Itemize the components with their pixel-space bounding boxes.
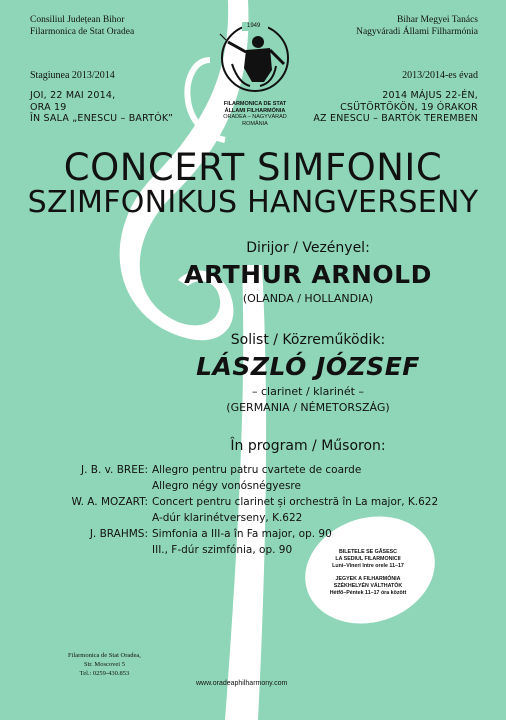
program-item (71, 494, 484, 510)
website-link[interactable]: www.oradeaphilharmony.com (196, 680, 288, 687)
ticket-hu-line-2: SZÉKHELYÉN VÁLTHATÓK (333, 583, 403, 589)
logo-line-4: ROMÂNIA (242, 120, 268, 127)
council-name-hu: Bihar Megyei Tanács (397, 15, 478, 25)
event-date-ro (30, 90, 173, 125)
program-title-ro: Allegro pentru patru cvartete de coarde (152, 464, 362, 476)
program-item (74, 526, 484, 542)
title-hu: SZIMFONIKUS HANGVERSENY (27, 185, 479, 220)
title-ro: CONCERT SIMFONIC (63, 146, 443, 189)
logo-year: 1949 (247, 23, 261, 29)
header-left-organization (30, 14, 134, 38)
conductor-block (130, 240, 486, 305)
ticket-ro-line-1: BILETELE SE GĂSESC (339, 549, 397, 555)
footer-phone: Tel.: 0259-430.853 (79, 670, 130, 677)
soloist-name: LÁSZLÓ JÓZSEF (196, 352, 420, 381)
program-item-hu-row (74, 478, 484, 494)
program-list (71, 462, 484, 558)
header-right-organization (356, 14, 478, 38)
footer-org: Filarmonica de Stat Oradea, (68, 652, 141, 659)
program-label: În program / Műsoron: (230, 438, 386, 454)
program-title-hu: III., F-dúr szimfónia, op. 90 (152, 544, 293, 556)
logo-line-1: FILARMONICA DE STAT (223, 101, 287, 107)
ticket-hu-line-3: Hétfő–Péntek 11–17 óra között (329, 590, 407, 596)
ticket-ro-line-2: LA SEDIUL FILARMONICII (335, 556, 401, 562)
soloist-label: Solist / Közreműködik: (230, 332, 386, 348)
conductor-name: ARTHUR ARNOLD (184, 260, 432, 289)
program-item-hu-row (74, 510, 484, 526)
date-line-1: 2014 MÁJUS 22-ÉN, (382, 90, 478, 101)
philharmonic-logo (212, 20, 298, 132)
footer-street: Str. Moscovei 5 (83, 661, 125, 668)
season-ro: Stagiunea 2013/2014 (30, 70, 115, 81)
ticket-info (318, 549, 418, 597)
program-title-ro: Simfonia a III-a în Fa major, op. 90 (152, 528, 332, 540)
council-name-ro: Consiliul Județean Bihor (30, 15, 125, 25)
program-composer: J. B. v. BREE: (80, 464, 148, 476)
ticket-hu-line-1: JEGYEK A FILHARMÓNIA (335, 576, 401, 582)
program-composer: J. BRAHMS: (89, 528, 148, 540)
footer-address (68, 651, 141, 678)
logo-line-3: ORADEA – NAGYVÁRAD (223, 114, 287, 120)
date-line-2: ORA 19 (30, 101, 67, 113)
program-item (74, 462, 484, 478)
season-hu: 2013/2014-es évad (402, 70, 478, 81)
philharmonic-name-hu: Nagyváradi Állami Filharmónia (356, 27, 478, 37)
program-title-hu: A-dúr klarinétverseny, K.622 (152, 512, 303, 524)
event-date-hu (313, 90, 478, 125)
soloist-instrument: – clarinet / klarinét – (252, 385, 364, 398)
program-title-ro: Concert pentru clarinet și orchestră în La major, K.622 (152, 496, 439, 508)
logo-line-2: ÁLLAMI FILHARMÓNIA (224, 107, 286, 114)
program-item-hu-row (74, 542, 484, 558)
date-line-3: ÎN SALA „ENESCU – BARTÓK” (30, 113, 174, 124)
conductor-country: (OLANDA / HOLLANDIA) (242, 292, 374, 305)
soloist-country: (GERMANIA / NÉMETORSZÁG) (226, 401, 390, 414)
conductor-emblem-icon (212, 20, 298, 96)
ticket-ro-line-3: Luni–Vineri între orele 11–17 (332, 563, 404, 569)
program-composer: W. A. MOZART: (71, 496, 148, 508)
date-line-1: JOI, 22 MAI 2014, (30, 90, 116, 101)
conductor-label: Dirijor / Vezényel: (246, 240, 370, 256)
program-title-hu: Allegro négy vonósnégyesre (152, 480, 301, 492)
date-line-3: AZ ENESCU – BARTÓK TEREMBEN (313, 113, 478, 124)
date-line-2: CSÜTÖRTÖKÖN, 19 ÓRAKOR (340, 101, 478, 113)
philharmonic-name-ro: Filarmonica de Stat Oradea (30, 27, 135, 37)
soloist-block (130, 332, 486, 414)
